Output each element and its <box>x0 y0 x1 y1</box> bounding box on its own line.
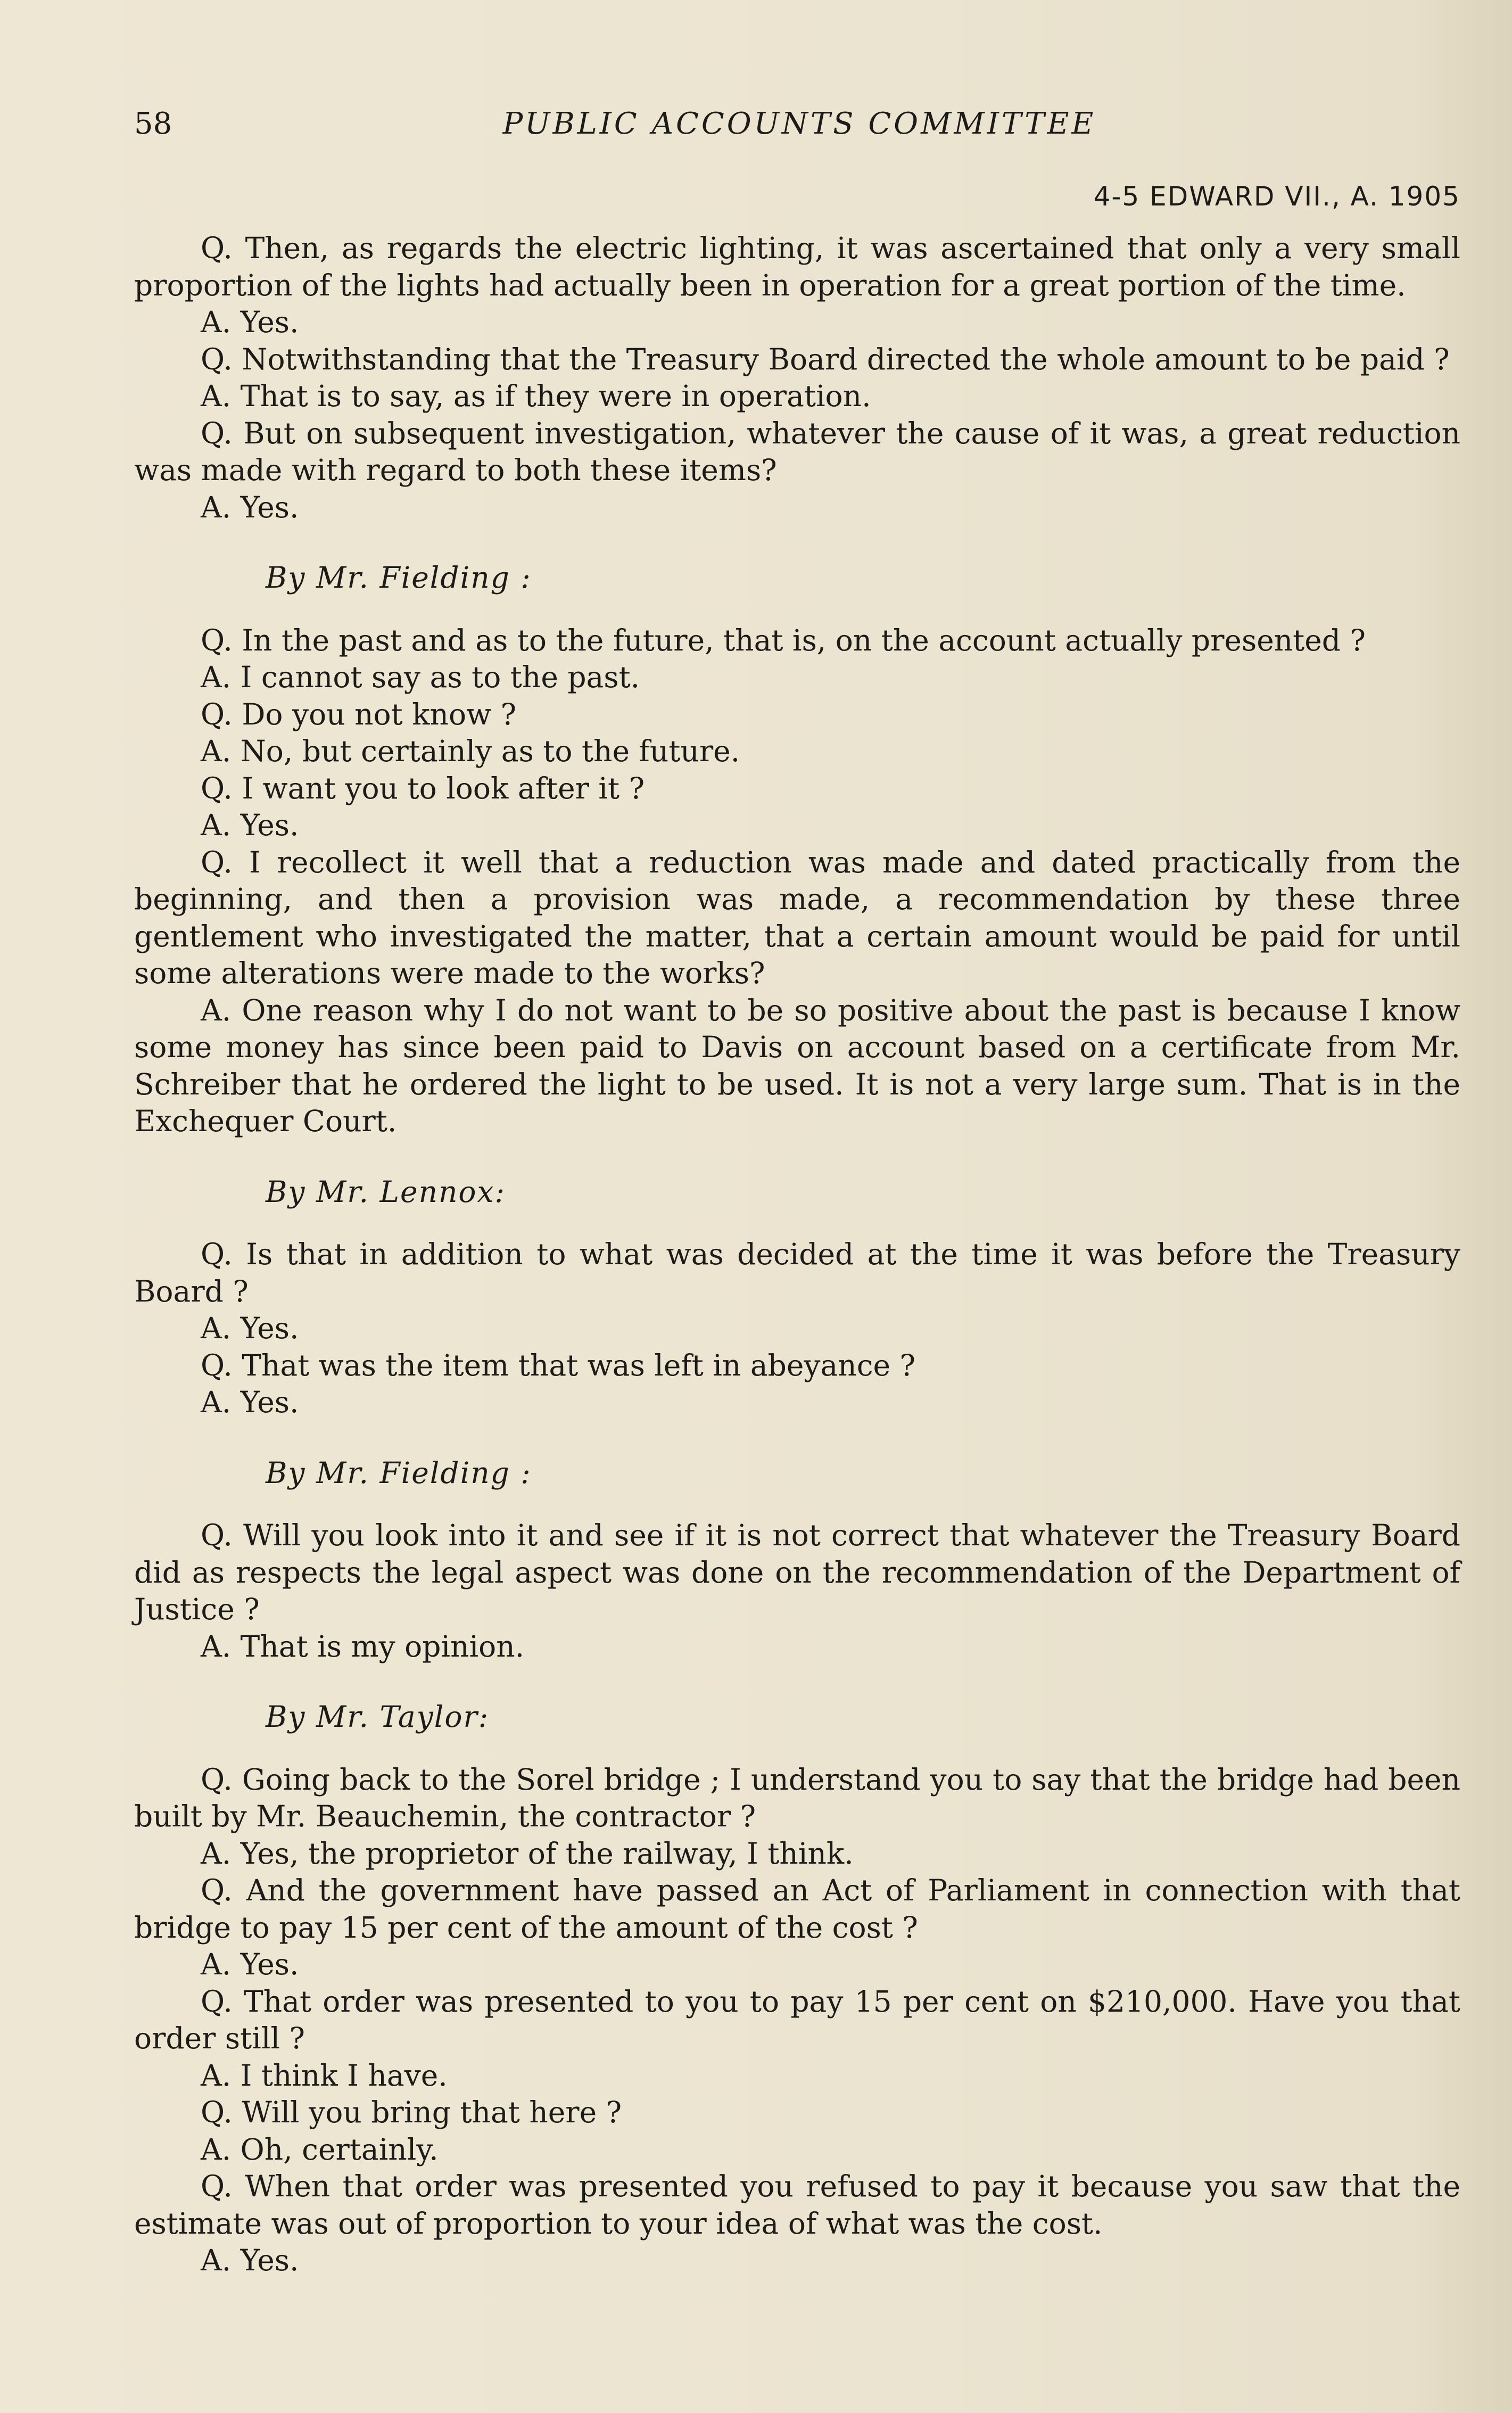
paragraph: A. Yes. <box>201 305 299 339</box>
paragraph: A. Yes. <box>201 1947 299 1981</box>
paragraph: A. Yes. <box>201 1385 299 1419</box>
exchange-block <box>134 1517 1460 1665</box>
page-header <box>134 106 1465 154</box>
paragraph: A. I think I have. <box>201 2058 448 2093</box>
paragraph: Q. Then, as regards the electric lighting, it was ascertained that only a very small proportion of the lights had actually been in operation for a great portion of the time. <box>134 231 1460 302</box>
exchange-block <box>134 1236 1460 1421</box>
paragraph: Q. Is that in addition to what was decided at the time it was before the Treasury Board ? <box>134 1237 1460 1308</box>
paragraph: A. Yes. <box>201 2243 299 2277</box>
exchange-block <box>134 1761 1460 2279</box>
speaker-heading: By Mr. Fielding : <box>266 1455 532 1490</box>
speaker-heading: By Mr. Fielding : <box>266 561 532 595</box>
session-reference: 4-5 EDWARD VII., A. 1905 <box>1093 181 1460 212</box>
paragraph: Q. When that order was presented you refused to pay it because you saw that the estimate was out of proportion to your idea of what was the cost. <box>134 2169 1460 2241</box>
paragraph: A. Oh, certainly. <box>201 2132 439 2167</box>
paragraph: A. Yes. <box>201 1311 299 1345</box>
paragraph: A. No, but certainly as to the future. <box>201 734 740 768</box>
paragraph: A. That is to say, as if they were in operation. <box>201 379 871 413</box>
paragraph: Q. That was the item that was left in abeyance ? <box>201 1348 916 1382</box>
paragraph: A. I cannot say as to the past. <box>201 660 640 694</box>
speaker-heading: By Mr. Lennox: <box>266 1174 506 1209</box>
paragraph: Q. I recollect it well that a reduction was made and dated practically from the beginning, and then a provision was made, a recommendation by these three gentlement who investigated the matter, that a certain amount would be paid for until some alterations were made to the works? <box>134 845 1460 990</box>
paragraph: Q. Will you bring that here ? <box>201 2095 622 2129</box>
paragraph: Q. In the past and as to the future, that is, on the account actually presented ? <box>201 623 1366 657</box>
paragraph: A. Yes. <box>201 490 299 524</box>
page-number: 58 <box>134 106 172 141</box>
running-title: PUBLIC ACCOUNTS COMMITTEE <box>502 106 1096 141</box>
paragraph: Q. I want you to look after it ? <box>201 771 645 805</box>
paragraph: Q. Going back to the Sorel bridge ; I understand you to say that the bridge had been built by Mr. Beauchemin, the contractor ? <box>134 1762 1460 1833</box>
exchange-block <box>134 622 1460 1140</box>
paragraph: A. Yes, the proprietor of the railway, I think. <box>201 1836 854 1871</box>
paragraph: A. One reason why I do not want to be so positive about the past is because I know some money has since been paid to Davis on account based on a certificate from Mr. Schreiber that he ordered the light to be used. It is not a very large sum. That is in the Exchequer Court. <box>134 993 1460 1138</box>
speaker-heading: By Mr. Taylor: <box>266 1700 490 1734</box>
paragraph: Q. But on subsequent investigation, whatever the cause of it was, a great reduction was made with regard to both these items? <box>134 416 1460 487</box>
paragraph: A. Yes. <box>201 808 299 842</box>
paragraph: Q. Notwithstanding that the Treasury Board directed the whole amount to be paid ? <box>201 342 1450 376</box>
paragraph: A. That is my opinion. <box>201 1629 525 1663</box>
transcript-body <box>134 230 1460 2279</box>
paragraph: Q. Do you not know ? <box>201 697 517 731</box>
paragraph: Q. And the government have passed an Act of Parliament in connection with that bridge to pay 15 per cent of the amount of the cost ? <box>134 1873 1460 1945</box>
paragraph: Q. That order was presented to you to pay 15 per cent on $210,000. Have you that order still ? <box>134 1984 1460 2055</box>
exchange-block <box>134 230 1460 526</box>
paragraph: Q. Will you look into it and see if it is not correct that whatever the Treasury Board did as respects the legal aspect was done on the recommendation of the Department of Justice ? <box>134 1518 1460 1626</box>
